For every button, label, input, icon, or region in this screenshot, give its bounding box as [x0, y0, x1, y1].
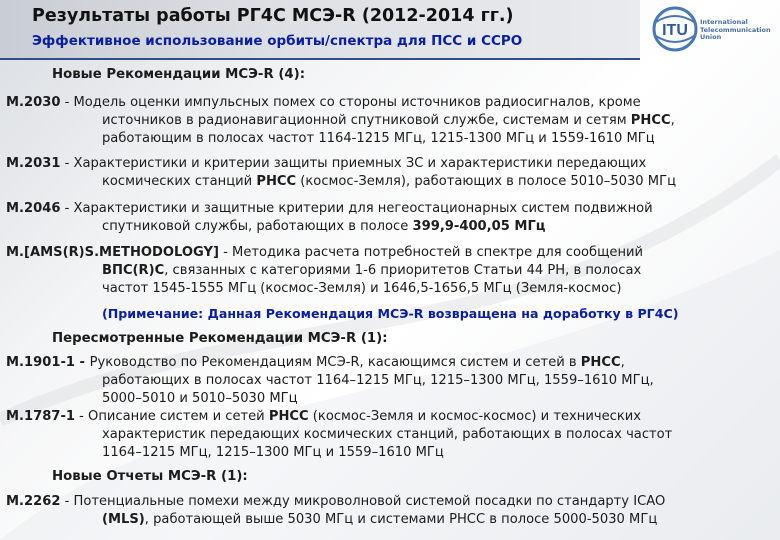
rec-code: M.2046 — [6, 201, 61, 216]
rec-text: космических станций — [102, 174, 257, 189]
rec-code: M.2262 — [6, 494, 61, 509]
new-reports-heading: Новые Отчеты МСЭ-R (1): — [52, 469, 248, 484]
rec-m2046-line1 — [6, 201, 653, 217]
rec-text-bold: РНСС — [256, 174, 297, 189]
rec-code: M.2031 — [6, 156, 61, 171]
rec-text: , связанных с категориями 1-6 приоритетов Статьи 44 РН, в полосах — [164, 263, 642, 278]
rec-text: - Характеристики и критерии защиты приемных ЗС и характеристики передающих — [60, 156, 647, 171]
rec-text-bold: РНСС — [268, 409, 309, 424]
rec-text-bold: 399,9-400,05 МГц — [412, 219, 546, 234]
rec-ams-note: (Примечание: Данная Рекомендация МСЭ-R возвращена на доработку в РГ4С) — [102, 306, 679, 321]
rec-code: M.1901-1 — [6, 355, 75, 370]
rec-m2030-line1 — [6, 95, 641, 111]
itu-name-line: Telecommunication — [700, 25, 771, 34]
rec-code: M.[AMS(R)S.METHODOLOGY] — [6, 245, 219, 260]
rec-ams-line2 — [102, 263, 641, 279]
rec-text: Руководство по Рекомендациям МСЭ-R, касающимся систем и сетей в — [89, 355, 581, 370]
rec-code: M.1787-1 — [6, 409, 75, 424]
report-m2262-line1 — [6, 494, 665, 510]
rec-text: - Модель оценки импульсных помех со стороны источников радиосигналов, кроме — [60, 95, 641, 110]
rec-text: - Описание систем и сетей — [75, 409, 269, 424]
itu-name-line: International — [700, 18, 748, 26]
rec-text: источников в радионавигационной спутниковой службе, системам и сетям — [102, 113, 631, 128]
rec-text: (космос-Земля и космос-космос) и технических — [308, 409, 641, 424]
rec-m2031-line2 — [102, 174, 676, 190]
rec-text-bold: (MLS) — [102, 512, 145, 527]
rec-dash: - — [75, 355, 90, 370]
rec-m1787-line2: характеристик передающих космических станций, работающих в полосах частот — [102, 427, 673, 442]
rec-m1901-line1 — [6, 355, 625, 371]
page-title: Результаты работы РГ4С МСЭ-R (2012-2014 гг.) — [32, 6, 514, 26]
rec-code: M.2030 — [6, 95, 61, 110]
rec-text: - Характеристики и защитные критерии для негеостационарных систем подвижной — [60, 201, 653, 216]
rec-ams-line3: частот 1545-1555 МГц (космос-Земля) и 1646,5-1656,5 МГц (Земля-космос) — [102, 281, 622, 296]
rec-m2046-line2 — [102, 219, 546, 235]
page-subtitle: Эффективное использование орбиты/спектра для ПСС и ССРО — [32, 33, 523, 49]
rec-text-bold: РНСС — [630, 113, 671, 128]
rec-m2030-line3: работающим в полосах частот 1164-1215 МГц, 1215-1300 МГц и 1559-1610 МГц — [102, 131, 655, 146]
rec-text-bold: РНСС — [580, 355, 621, 370]
new-recommendations-heading: Новые Рекомендации МСЭ-R (4): — [52, 67, 306, 82]
rec-m1787-line3: 1164–1215 МГц, 1215–1300 МГц и 1559–1610 МГц — [102, 445, 444, 460]
rec-text: , работающей выше 5030 МГц и системами РНСС в полосе 5000-5030 МГц — [144, 512, 658, 527]
rec-m2031-line1 — [6, 156, 646, 172]
rec-m1901-line3: 5000–5010 и 5010–5030 МГц — [102, 391, 298, 406]
rec-m1901-line2: работающих в полосах частот 1164–1215 МГц, 1215–1300 МГц, 1559–1610 МГц, — [102, 373, 654, 388]
rec-text: спутниковой службы, работающих в полосе — [102, 219, 413, 234]
rec-m1787-line1 — [6, 409, 641, 425]
rec-text-bold: ВПС(R)С — [102, 263, 165, 278]
rec-text: (космос-Земля), работающих в полосе 5010–5030 МГц — [296, 174, 676, 189]
rec-m2030-line2 — [102, 113, 675, 129]
itu-mark-text: ITU — [662, 22, 688, 39]
rec-text: - Потенциальные помехи между микроволновой системой посадки по стандарту ICAO — [60, 494, 666, 509]
rec-text: , — [620, 355, 625, 370]
rec-text: - Методика расчета потребностей в спектре для сообщений — [218, 245, 644, 260]
rec-ams-line1 — [6, 245, 643, 261]
rec-text: , — [670, 113, 675, 128]
report-m2262-line2 — [102, 512, 657, 528]
revised-recommendations-heading: Пересмотренные Рекомендации МСЭ-R (1): — [52, 331, 388, 346]
itu-name-line: Union — [700, 33, 722, 41]
